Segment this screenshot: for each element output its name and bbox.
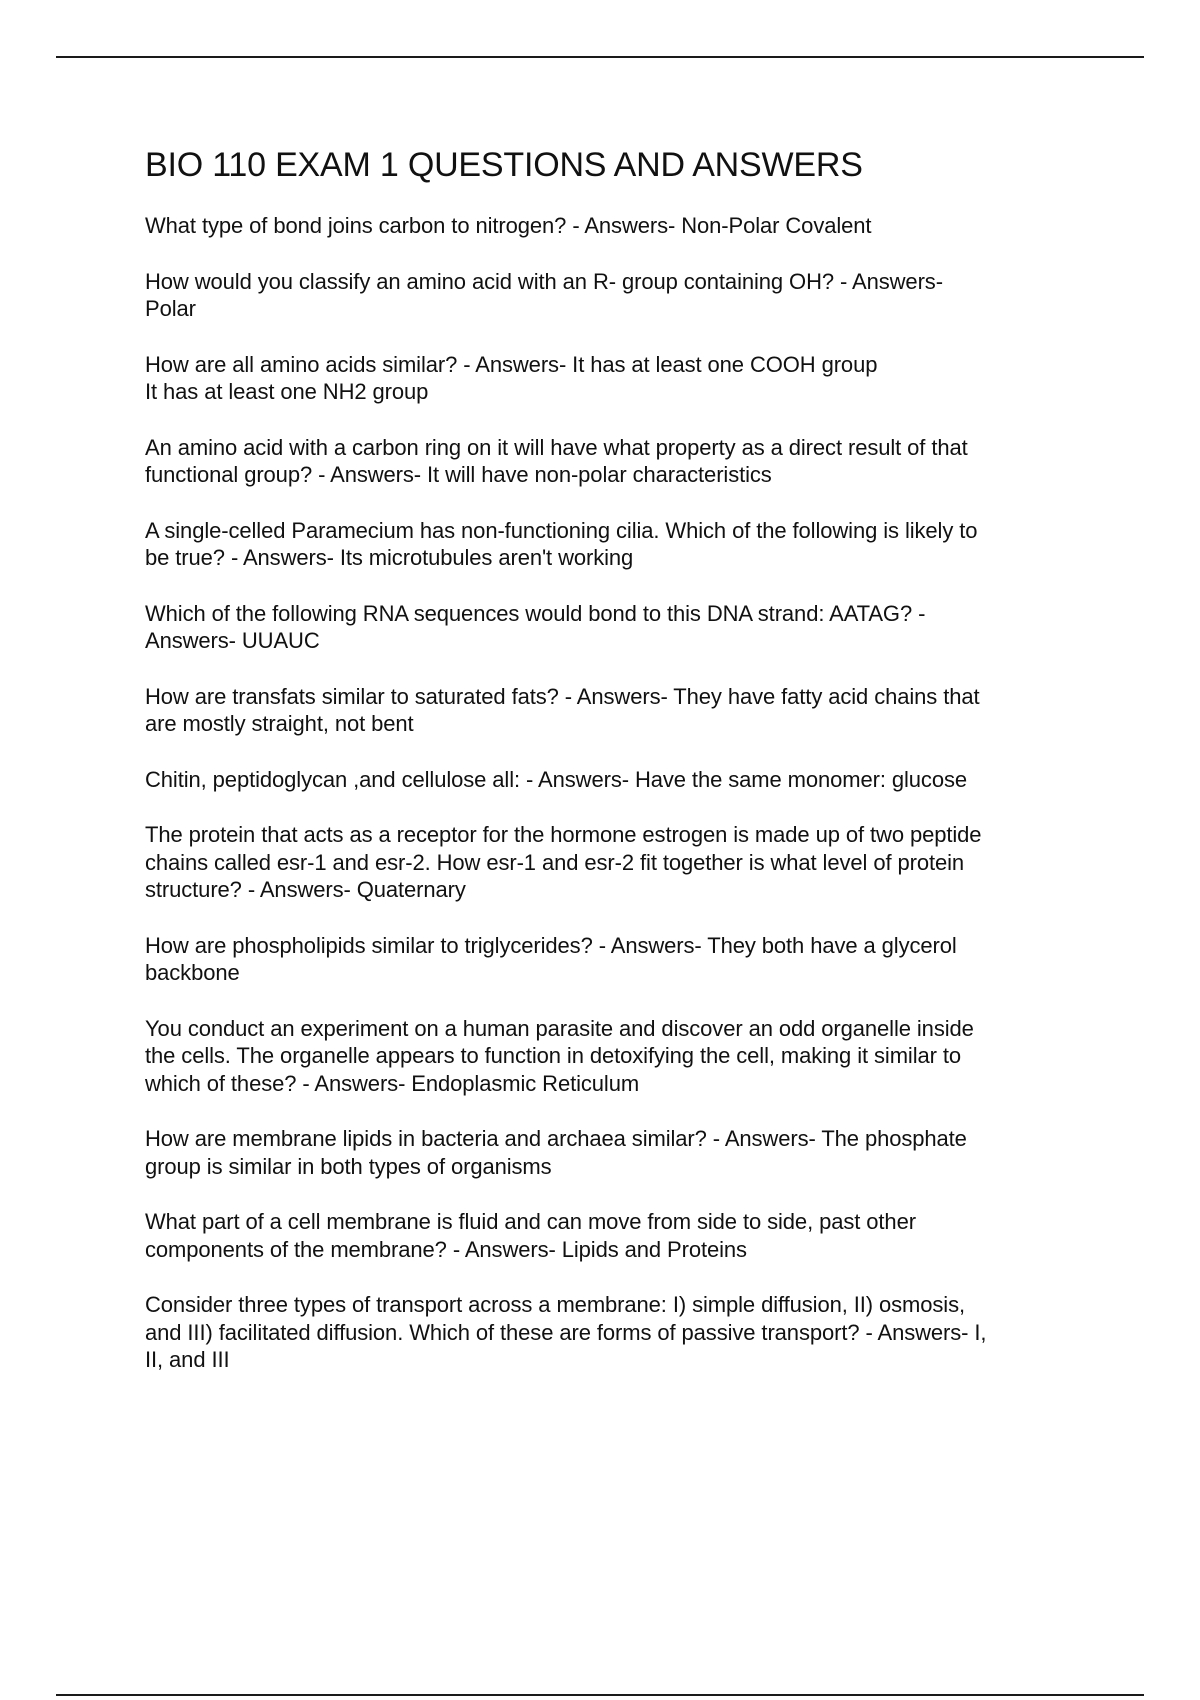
qa-item: How are membrane lipids in bacteria and archaea similar? - Answers- The phosphate group is similar in both types of organisms [145, 1126, 967, 1179]
qa-item: How are all amino acids similar? - Answers- It has at least one COOH group It has at least one NH2 group [145, 351, 878, 404]
top-divider [56, 56, 1144, 58]
qa-item: What part of a cell membrane is fluid and can move from side to side, past other components of the membrane? - Answers- Lipids and Proteins [145, 1209, 916, 1262]
qa-item: An amino acid with a carbon ring on it will have what property as a direct result of that functional group? - Answers- It will have non-polar characteristics [145, 434, 968, 487]
qa-item: Which of the following RNA sequences would bond to this DNA strand: AATAG? - Answers- UUAUC [145, 600, 926, 653]
qa-item: The protein that acts as a receptor for the hormone estrogen is made up of two peptide chains called esr-1 and esr-2. How esr-1 and esr-2 fit together is what level of protein structure? - Answers- Quaternary [145, 822, 982, 902]
qa-item: How would you classify an amino acid with an R- group containing OH? - Answers- Polar [145, 268, 943, 321]
qa-item: Chitin, peptidoglycan ,and cellulose all: - Answers- Have the same monomer: glucose [145, 766, 968, 792]
qa-item: How are phospholipids similar to triglycerides? - Answers- They both have a glycerol backbone [145, 932, 957, 985]
qa-item: What type of bond joins carbon to nitrogen? - Answers- Non-Polar Covalent [145, 213, 872, 238]
document-title: BIO 110 EXAM 1 QUESTIONS AND ANSWERS [145, 146, 863, 184]
qa-item: A single-celled Paramecium has non-functioning cilia. Which of the following is likely to be true? - Answers- Its microtubules aren't working [145, 517, 978, 570]
bottom-divider [56, 1694, 1144, 1696]
qa-list [145, 212, 1095, 1374]
qa-item: Consider three types of transport across a membrane: I) simple diffusion, II) osmosis, and III) facilitated diffusion. Which of these are forms of passive transport? - Answers- I, II, and III [145, 1292, 987, 1372]
qa-item: How are transfats similar to saturated fats? - Answers- They have fatty acid chains that are mostly straight, not bent [145, 683, 980, 736]
document-body [145, 145, 1095, 1402]
qa-item: You conduct an experiment on a human parasite and discover an odd organelle inside the cells. The organelle appears to function in detoxifying the cell, making it similar to which of these? - Answers- Endoplasmic Reticulum [145, 1015, 974, 1096]
